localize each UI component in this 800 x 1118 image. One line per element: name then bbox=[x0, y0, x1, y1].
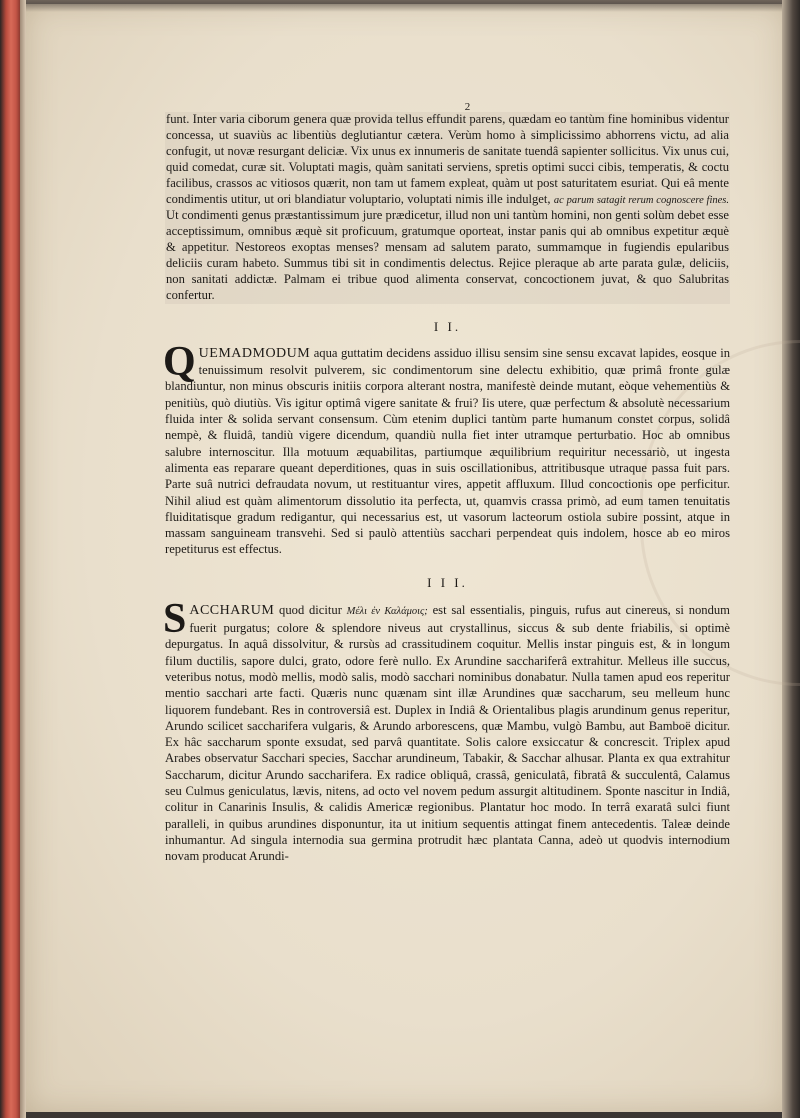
section-2-dropcap: Q bbox=[163, 338, 196, 385]
intro-lead-text: funt. Inter varia ciborum genera quæ provida tellus effundit parens, quædam eo tantùm fine hominibus videntur concessa, ut suaviùs ac libentiùs deglutiantur cætera. Verùm homo à simplicissimo abhorrens victu, ad alia confugit, ut novæ resurgant deliciæ. Vix unus ex innumeris de sanitate tuendâ sapienter sollicitus. Vix unus cui, quid comedat, curæ sit. Voluptati magis, quàm sanitati serviens, spretis optimi succi cibis, temperatis, & coctu facilibus, crassos ac vitiosos quærit, non tam ut famem expleat, quàm ut post saturitatem esuriat. Qui eâ mente condimentis utitur, ut ori blandiatur voluptario, voluptati nimis ille indulget, bbox=[166, 112, 729, 206]
section-3-lead: quod dicitur bbox=[279, 602, 342, 617]
section-3-text: est sal essentialis, pinguis, rufus aut cinereus, si nondum fuerit purgatus; colore & splendore niveus aut crystallinus, siccus & sub dente friabilis, si optimè depurgatus. In aquâ dissolvitur, & rursùs ad crassitudinem coquitur. Mellis instar pinguis est, & in longum filum ductilis, sapore dulci, grato, odore ferè nullo. Ex Arundine sacchariferâ extrahitur. Melleus ille succus, veteribus notus, modò mellis, modò salis, modò sacchari nominibus donabatur. Nulla tamen apud eos reperitur mentio sacchari arte facti. Quæris nunc quænam sint illæ Arundines quæ saccharum, seu melleum hunc liquorem fundebant. Res in controversiâ est. Duplex in Indiâ & Orientalibus plagis arundinum genus reperitur, Arundo scilicet sacchariferа vulgaris, & Arundo arborescens, quæ Mambu, vulgò Bambu, aut Bamboë dicitur. Ex hâc saccharum sponte exsudat, sed parvâ quantitate. Solis calore exsiccatur & concrescit. Triplex apud Arabes observatur Sacchari species, Sacchar arundineum, Tabakir, & Sacchar alhusar. Planta ex qua extrahitur Saccharum, dicitur Arundo sacchariferа. Ex radice obliquâ, crassâ, geniculatâ, fibratâ & succulentâ, Calamus seu Culmus geniculatus, lævis, nitens, ad octo vel novem pedum assurgit altitudinem. Sponte nascitur in Indiâ, colitur in Canarinis Insulis, & calidis Americæ regionibus. Plantatur hoc modo. In terrâ exaratâ sulci fiunt paralleli, in quibus arundines disponuntur, ita ut initium sequentis attingat finem antecedentis. Taleæ deinde inhumantur. Ad singula internodia sua germina protrudit hæc plantata Canna, adeò ut quodvis internodium novam producat Arundi- bbox=[165, 602, 730, 864]
page-content bbox=[165, 102, 730, 864]
section-3-capword: ACCHARUM bbox=[189, 602, 275, 618]
book-binding bbox=[0, 0, 20, 1118]
section-2-text: aqua guttatim decidens assiduo illisu sensim sine sensu excavat lapides, eosque in tenuissimum resolvit pulverem, sic condimentorum sine delectu exhibitio, quæ primâ fronte gulæ blandiuntur, non minus obscuris initiis corpora alterant nostra, manifestè deinde mutant, eòque vehementiùs & penitiùs, quò diutiùs. Vis igitur optimâ vigere sanitate & frui? Iis utere, quæ perfectum & absolutè necessarium fluida inter & solida servant consensum. Cùm etenim duplici tantùm parte humanum constet corpus, solidâ nempè, & fluidâ, tandiù vigere dicendum, quandiù nulla fiet inter utramque perturbatio. Hoc ab omnibus salubre internoscitur. Illa motuum æquabilitas, partiumque æquilibrium requiritur necessariò, ut ingesta alimenta eas reparare queant deperditiones, quas in suis oscillationibus, attritibusque utraque passa fuit pars. Parte suâ nutrici defraudata novum, ut restituantur vires, appetit affluxum. Illud concoctionis ope perficitur. Nihil aliud est quàm alimentorum dissolutio ita perfecta, ut, quamvis crassa primò, ad eum tamen tenuitatis fluiditatisque gradum redigantur, qui necessarius est, ut vasorum lacteorum ostiola subire possint, atque in massam sanguineam transvehi. Sed si paulò attentiùs sacchari perpendeat quis indolem, hosce ab eo miros repetiturus est effectus. bbox=[165, 345, 730, 557]
page-top-shadow bbox=[26, 0, 786, 12]
section-heading-2: I I. bbox=[433, 318, 462, 334]
section-2-capword: UEMADMODUM bbox=[198, 345, 311, 361]
section-heading-3: I I I. bbox=[427, 574, 468, 590]
intro-italic-quote: ac parum satagit rerum cognoscere fines. bbox=[553, 194, 730, 206]
section-2-paragraph bbox=[163, 338, 730, 558]
intro-tail-text: Ut condimenti genus præstantissimum jure prædicetur, illud non uni tantùm homini, non genti solùm debet esse acceptissimum, omnibus æquè sit proficuum, gratumque oporteat, instar panis qui ab omnibus expetitur æquè & appetitur. Nestoreos exoptas menses? mensam ad salutem parato, summamque in fugiendis epularibus deliciis curam habeto. Summus tibi sit in condimentis delectus. Rejice pleraque ab arte parata gulæ, deliciis, non sanitati addictæ. Palmam ei tribue quod alimenta conservat, concoctionem juvat, & quo Salubritas confertur. bbox=[166, 208, 729, 302]
section-3-paragraph bbox=[163, 595, 730, 865]
section-3-dropcap: S bbox=[163, 595, 187, 642]
section-3-greek-phrase: Μέλι ἐν Καλάμοις; bbox=[346, 605, 428, 617]
intro-paragraph bbox=[165, 112, 730, 304]
page-number: 2 bbox=[464, 101, 471, 113]
